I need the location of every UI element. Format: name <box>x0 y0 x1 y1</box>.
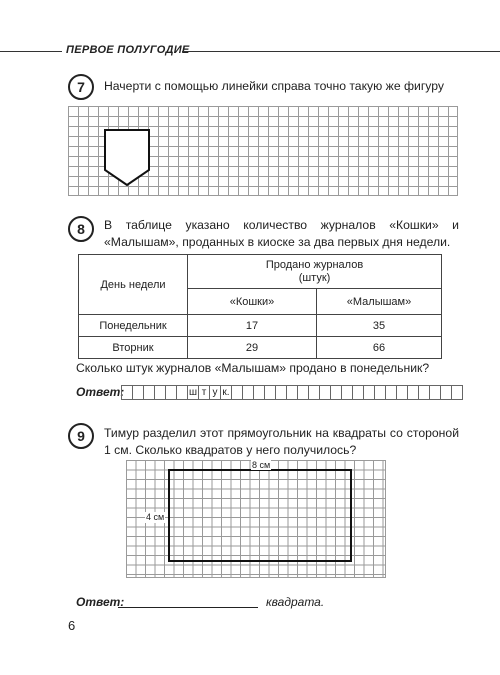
section-title: ПЕРВОЕ ПОЛУГОДИЕ <box>66 44 190 56</box>
row-cats-value: 17 <box>188 315 317 337</box>
rectangle <box>168 469 352 562</box>
unit-letter: ш <box>188 387 198 398</box>
task7-text: Начерти с помощью линейки справа точно такую же фигуру <box>104 79 444 93</box>
row-day: Вторник <box>79 337 188 359</box>
answer-cell[interactable] <box>451 385 463 400</box>
task9-answer-unit: квадрата. <box>266 595 325 609</box>
row-day: Понедельник <box>79 315 188 337</box>
header-kids: «Малышам» <box>317 289 442 315</box>
unit-letter: у <box>209 385 221 400</box>
task-number-8: 8 <box>68 216 94 242</box>
task8-text: В таблице указано количество журналов «Кошки» и «Малышам», проданных в киоске за два первых дня недели. <box>104 218 459 249</box>
unit-letter: к. <box>220 385 232 400</box>
width-label: 8 см <box>252 460 271 470</box>
task-number-7: 7 <box>68 74 94 100</box>
page-number: 6 <box>68 618 76 633</box>
height-label: 4 см <box>146 512 165 522</box>
shield-figure <box>68 106 178 196</box>
task-number-9: 9 <box>68 423 94 449</box>
unit-letter: т <box>198 385 210 400</box>
task9-text: Тимур разделил этот прямоугольник на квадраты со стороной 1 см. Сколько квадратов у него получилось? <box>104 426 459 457</box>
row-kids-value: 35 <box>317 315 442 337</box>
table-row <box>79 315 442 337</box>
header-sold: Продано журналов (штук) <box>188 255 442 289</box>
row-cats-value: 29 <box>188 337 317 359</box>
journals-table <box>78 254 442 359</box>
header-day: День недели <box>79 255 188 315</box>
task9-answer-field[interactable] <box>118 607 258 608</box>
table-row <box>79 337 442 359</box>
header-cats: «Кошки» <box>188 289 317 315</box>
task8-answer-label: Ответ: <box>76 385 125 399</box>
header-rule-left <box>0 51 62 52</box>
row-kids-value: 66 <box>317 337 442 359</box>
task8-answer-cells[interactable] <box>122 385 463 400</box>
task8-question: Сколько штук журналов «Малышам» продано в понедельник? <box>76 361 430 375</box>
header-rule-right <box>182 51 500 52</box>
task9-answer-label: Ответ: <box>76 595 125 609</box>
